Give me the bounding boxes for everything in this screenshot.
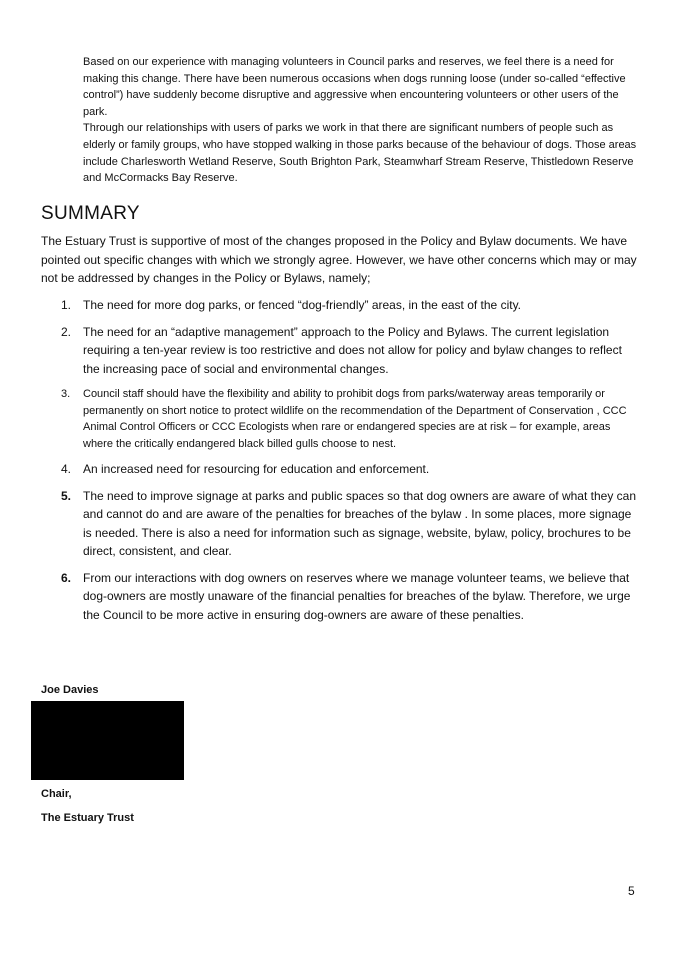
list-item-number: 6. bbox=[61, 570, 72, 585]
list-item bbox=[41, 460, 637, 479]
list-item bbox=[41, 386, 637, 452]
signatory-organisation: The Estuary Trust bbox=[41, 812, 134, 824]
list-item-number: 2. bbox=[61, 324, 72, 339]
signatory-role: Chair, bbox=[41, 788, 72, 800]
list-item-text: An increased need for resourcing for education and enforcement. bbox=[83, 462, 430, 476]
list-item-number: 1. bbox=[61, 298, 72, 312]
summary-heading: SUMMARY bbox=[41, 203, 140, 224]
signatory-name: Joe Davies bbox=[41, 684, 99, 696]
list-item-number: 5. bbox=[61, 488, 72, 503]
redacted-signature bbox=[31, 701, 184, 780]
list-item-text: Council staff should have the flexibility and ability to prohibit dogs from parks/waterway areas temporarily or permanently on short notice to protect wildlife on the recommendation of the Department of Conservation , CCC Animal Control Officers or CCC Ecologists when rare or endangered species are at risk – for example, areas where the critically endangered black billed gulls choose to nest. bbox=[83, 388, 627, 450]
summary-paragraph: The Estuary Trust is supportive of most of the changes proposed in the Policy and Bylaw documents. We have pointed out specific changes with which we strongly agree. However, we have other concerns which may or may not be addressed by changes in the Policy or Bylaws, namely; bbox=[41, 234, 637, 285]
list-item bbox=[41, 323, 637, 379]
intro-paragraph: Through our relationships with users of parks we work in that there are significant numbers of people such as elderly or family groups, who have stopped walking in those parks because of the behaviour of dogs. Those areas include Charlesworth Wetland Reserve, South Brighton Park, Steamwharf Stream Reserve, Thistledown Reserve and McCormacks Bay Reserve. bbox=[83, 122, 637, 185]
list-item-text: The need for an “adaptive management” approach to the Policy and Bylaws. The current legislation requiring a ten-year review is too restrictive and does not allow for policy and bylaw changes to reflect the increasing pace of social and environmental changes. bbox=[83, 324, 622, 376]
list-item-text: The need to improve signage at parks and public spaces so that dog owners are aware of what they can and cannot do and are aware of the penalties for breaches of the bylaw . In some places, more signage is needed. There is also a need for information such as signage, website, bylaw, policy, brochures to be direct, consistent, and clear. bbox=[83, 488, 636, 558]
list-item-text: From our interactions with dog owners on reserves where we manage volunteer teams, we believe that dog-owners are mostly unaware of the financial penalties for breaches of the bylaw. Therefore, we urge the Council to be more active in ensuring dog-owners are aware of these penalties. bbox=[83, 570, 631, 622]
list-item-text: The need for more dog parks, or fenced “dog-friendly” areas, in the east of the city. bbox=[83, 298, 522, 312]
list-item-number: 3. bbox=[61, 388, 71, 400]
list-item bbox=[41, 487, 637, 561]
intro-section bbox=[83, 54, 638, 187]
list-item bbox=[41, 569, 637, 625]
concerns-list bbox=[41, 296, 637, 632]
list-item bbox=[41, 296, 637, 315]
intro-paragraph: Based on our experience with managing volunteers in Council parks and reserves, we feel there is a need for making this change. There have been numerous occasions when dogs running loose (under so-called “effective control”) have suddenly become disruptive and aggressive when encountering volunteers or other users of the park. bbox=[83, 56, 626, 118]
list-item-number: 4. bbox=[61, 462, 72, 476]
page-number: 5 bbox=[628, 884, 635, 898]
